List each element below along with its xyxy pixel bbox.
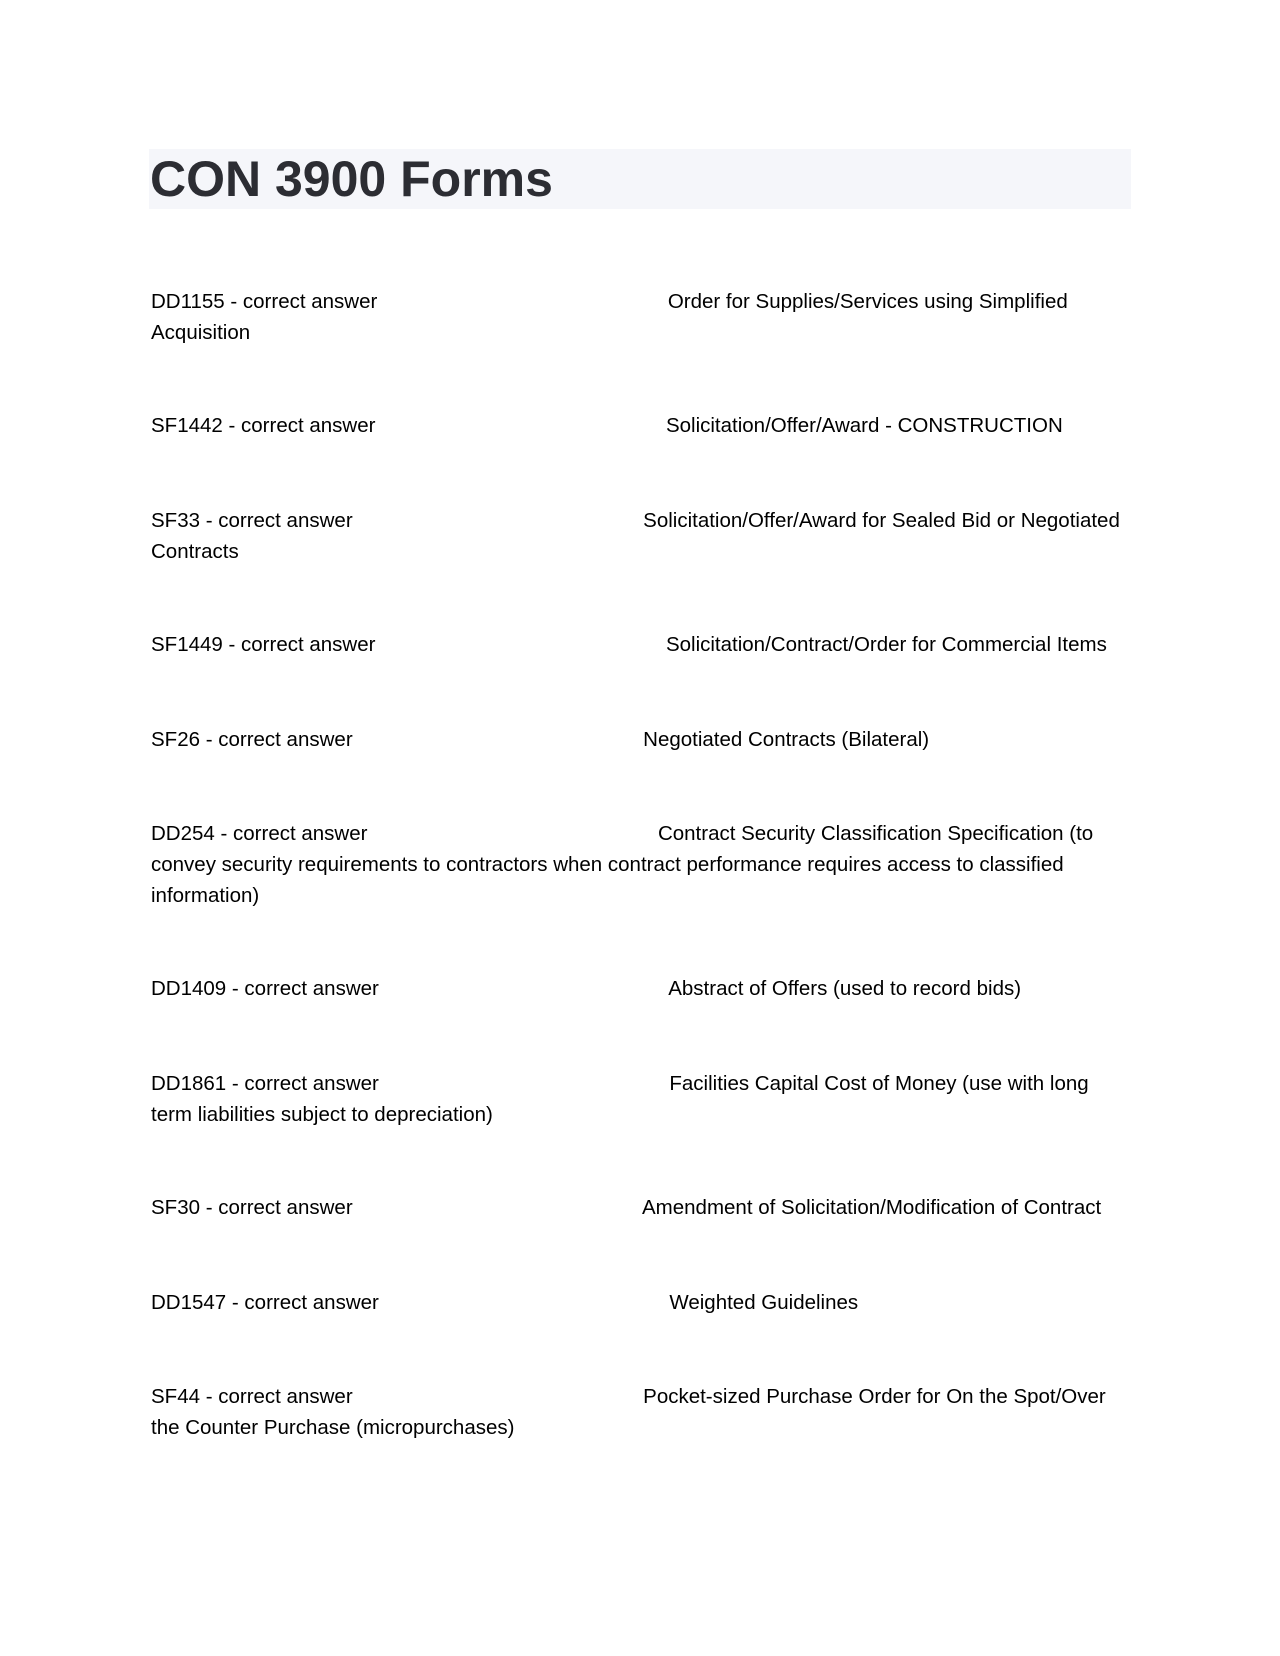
entry-definition: Contract Security Classification Specification (to convey security requirements to contractors when contract performance requires access to classified information) bbox=[151, 822, 1099, 907]
flashcard-entry bbox=[151, 1068, 1131, 1130]
entry-spacer bbox=[353, 509, 643, 532]
entry-spacer bbox=[353, 728, 643, 751]
entry-spacer bbox=[379, 1291, 669, 1314]
entry-term: SF1449 - correct answer bbox=[151, 633, 376, 656]
entry-term: DD1155 - correct answer bbox=[151, 290, 378, 313]
entry-spacer bbox=[377, 290, 667, 313]
entry-spacer bbox=[353, 1196, 642, 1219]
entry-definition: Amendment of Solicitation/Modification of Contract bbox=[642, 1196, 1102, 1219]
entry-term: SF33 - correct answer bbox=[151, 509, 353, 532]
flashcard-entry bbox=[151, 629, 1131, 660]
flashcard-entry bbox=[151, 286, 1131, 348]
page-title: CON 3900 Forms bbox=[150, 151, 553, 207]
entry-definition: Abstract of Offers (used to record bids) bbox=[668, 977, 1022, 1000]
entry-term: SF26 - correct answer bbox=[151, 728, 353, 751]
entry-term: DD1547 - correct answer bbox=[151, 1291, 379, 1314]
entry-definition: Order for Supplies/Services using Simplified Acquisition bbox=[151, 290, 1073, 344]
entry-definition: Solicitation/Offer/Award for Sealed Bid or Negotiated Contracts bbox=[151, 509, 1126, 563]
entry-term: DD1409 - correct answer bbox=[151, 977, 379, 1000]
entry-term: DD1861 - correct answer bbox=[151, 1072, 379, 1095]
flashcard-entry bbox=[151, 410, 1131, 441]
entry-definition: Solicitation/Offer/Award - CONSTRUCTION bbox=[665, 414, 1063, 437]
flashcard-entry bbox=[151, 1192, 1131, 1223]
entry-spacer bbox=[375, 633, 665, 656]
entry-spacer bbox=[375, 414, 665, 437]
flashcard-entry bbox=[151, 1287, 1131, 1318]
entry-definition: Solicitation/Contract/Order for Commercial Items bbox=[665, 633, 1107, 656]
flashcard-entry bbox=[151, 1381, 1131, 1443]
entry-spacer bbox=[379, 1072, 669, 1095]
flashcard-entry bbox=[151, 973, 1131, 1004]
entry-spacer bbox=[379, 977, 668, 1000]
entry-spacer bbox=[367, 822, 657, 845]
flashcard-entry bbox=[151, 505, 1131, 567]
flashcard-entry bbox=[151, 818, 1131, 911]
entry-definition: Negotiated Contracts (Bilateral) bbox=[643, 728, 930, 751]
flashcard-entry bbox=[151, 724, 1131, 755]
entry-definition: Facilities Capital Cost of Money (use with long term liabilities subject to depreciation) bbox=[151, 1072, 1095, 1126]
entry-term: SF44 - correct answer bbox=[151, 1385, 353, 1408]
entry-definition: Pocket-sized Purchase Order for On the Spot/Over the Counter Purchase (micropurchases) bbox=[151, 1385, 1112, 1439]
entry-term: SF1442 - correct answer bbox=[151, 414, 376, 437]
entry-definition: Weighted Guidelines bbox=[669, 1291, 859, 1314]
entry-spacer bbox=[353, 1385, 643, 1408]
entry-term: DD254 - correct answer bbox=[151, 822, 368, 845]
entry-term: SF30 - correct answer bbox=[151, 1196, 353, 1219]
